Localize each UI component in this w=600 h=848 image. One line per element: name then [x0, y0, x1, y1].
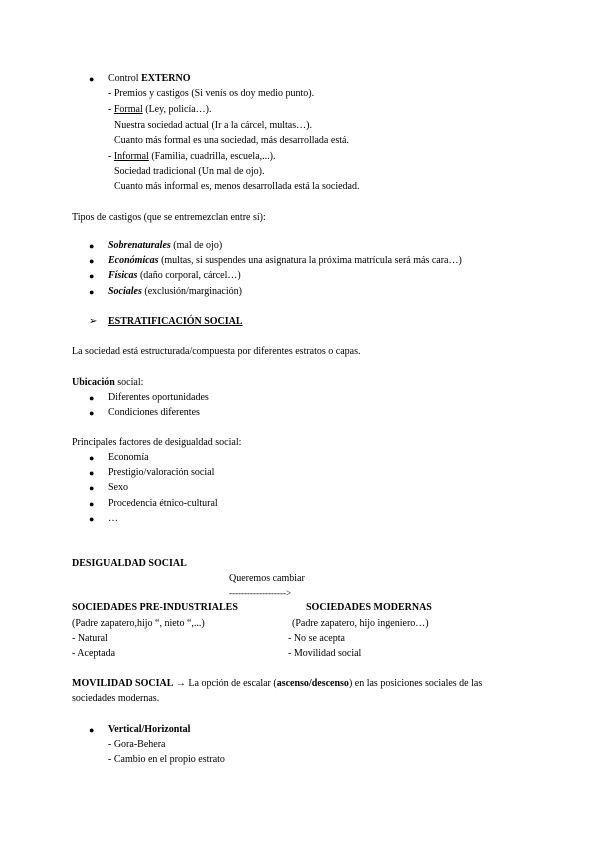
movilidad-subitem: - Cambio en el propio estrato: [108, 754, 225, 765]
factores-intro: Principales factores de desigualdad social:: [72, 437, 242, 448]
castigo-desc: (daño corporal, cárcel…): [137, 270, 241, 281]
formal-word: Formal: [113, 104, 143, 115]
control-externo-line: [108, 73, 191, 85]
movilidad-term: MOVILIDAD SOCIAL: [72, 678, 174, 689]
bullet-icon: ●: [89, 287, 95, 297]
control-strong: EXTERNO: [141, 73, 191, 84]
castigo-item: [108, 240, 222, 252]
arrow-bullet-icon: ➢: [89, 316, 98, 327]
movilidad-bold: ascenso/descenso: [276, 678, 349, 689]
control-prefix: Control: [108, 73, 142, 84]
bullet-icon: ●: [89, 256, 95, 266]
castigo-item: [108, 255, 462, 267]
factor-item: Prestigio/valoración social: [108, 467, 215, 478]
bullet-icon: ●: [89, 408, 95, 418]
modernas-example: (Padre zapatero, hijo ingeniero…): [292, 618, 429, 629]
pre-industriales-example: (Padre zapatero,hijo “, nieto “,...): [72, 618, 205, 629]
castigo-desc: (exclusión/marginación): [141, 286, 242, 297]
bullet-icon: ●: [89, 514, 95, 524]
factor-item: Economía: [108, 452, 149, 463]
control-line-informal-menos: Cuanto más informal es, menos desarrollada está la sociedad.: [114, 181, 360, 192]
castigo-item: [108, 270, 241, 282]
ubicacion-term: Ubicación: [72, 377, 115, 388]
castigo-term: Sobrenaturales: [108, 240, 171, 251]
formal-rest: (Ley, policía…).: [142, 104, 212, 115]
bullet-icon: ●: [89, 271, 95, 281]
ubicacion-item: Diferentes oportunidades: [108, 392, 209, 403]
castigo-term: Económicas: [108, 255, 159, 266]
movilidad-line2: sociedades modernas.: [72, 693, 160, 704]
estratificacion-heading: ESTRATIFICACIÓN SOCIAL: [108, 316, 243, 327]
pre-row: - Aceptada: [72, 648, 116, 659]
movilidad-line: [72, 678, 482, 690]
ubicacion-line: [72, 377, 143, 389]
informal-dash: -: [108, 151, 114, 162]
castigo-desc: (multas, si suspendes una asignatura la próxima matrícula será más cara…): [158, 255, 462, 266]
movilidad-arrow: →: [173, 678, 189, 689]
mod-row: - Movilidad social: [288, 648, 362, 659]
bullet-icon: ●: [89, 499, 95, 509]
bullet-icon: ●: [89, 241, 95, 251]
castigo-desc: (mal de ojo): [170, 240, 223, 251]
castigo-term: Sociales: [108, 286, 142, 297]
movilidad-text1: La opción de escalar (: [188, 678, 277, 689]
bullet-icon: ●: [89, 483, 95, 493]
formal-dash: -: [108, 104, 114, 115]
bullet-icon: ●: [89, 74, 95, 84]
mod-row: - No se acepta: [288, 633, 345, 644]
control-line-informal: [108, 151, 275, 163]
cambio-arrow: ------------------->: [229, 588, 292, 598]
control-line-premios: - Premios y castigos (Si venís os doy medio punto).: [108, 88, 315, 99]
factor-item: Procedencia étnico-cultural: [108, 498, 218, 509]
bullet-icon: ●: [89, 725, 95, 735]
modernas-title: SOCIEDADES MODERNAS: [306, 602, 432, 613]
desigualdad-heading: DESIGUALDAD SOCIAL: [72, 558, 187, 569]
pre-row: - Natural: [72, 633, 108, 644]
control-line-formal: [108, 104, 212, 116]
movilidad-tipo: Vertical/Horizontal: [108, 724, 191, 735]
bullet-icon: ●: [89, 393, 95, 403]
factor-item: …: [108, 513, 118, 524]
bullet-icon: ●: [89, 468, 95, 478]
castigo-term: Físicas: [108, 270, 138, 281]
ubicacion-item: Condiciones diferentes: [108, 407, 200, 418]
informal-rest: (Familia, cuadrilla, escuela,...).: [148, 151, 276, 162]
pre-industriales-title: SOCIEDADES PRE-INDUSTRIALES: [72, 602, 238, 613]
factor-item: Sexo: [108, 482, 128, 493]
movilidad-text2: ) en las posiciones sociales de las: [348, 678, 483, 689]
movilidad-subitem: - Gora-Behera: [108, 739, 166, 750]
castigo-item: [108, 286, 242, 298]
estratificacion-intro: La sociedad está estructurada/compuesta por diferentes estratos o capas.: [72, 346, 361, 357]
control-line-tradicional: Sociedad tradicional (Un mal de ojo).: [114, 166, 265, 177]
bullet-icon: ●: [89, 453, 95, 463]
informal-word: Informal: [113, 151, 149, 162]
castigos-intro: Tipos de castigos (que se entremezclan entre sí):: [72, 212, 266, 223]
control-line-formal-desarrollada: Cuanto más formal es una sociedad, más desarrollada está.: [114, 135, 349, 146]
queremos-cambiar: Queremos cambiar: [229, 573, 305, 584]
ubicacion-rest: social:: [114, 377, 144, 388]
control-line-actual: Nuestra sociedad actual (Ir a la cárcel, multas…).: [114, 120, 312, 131]
